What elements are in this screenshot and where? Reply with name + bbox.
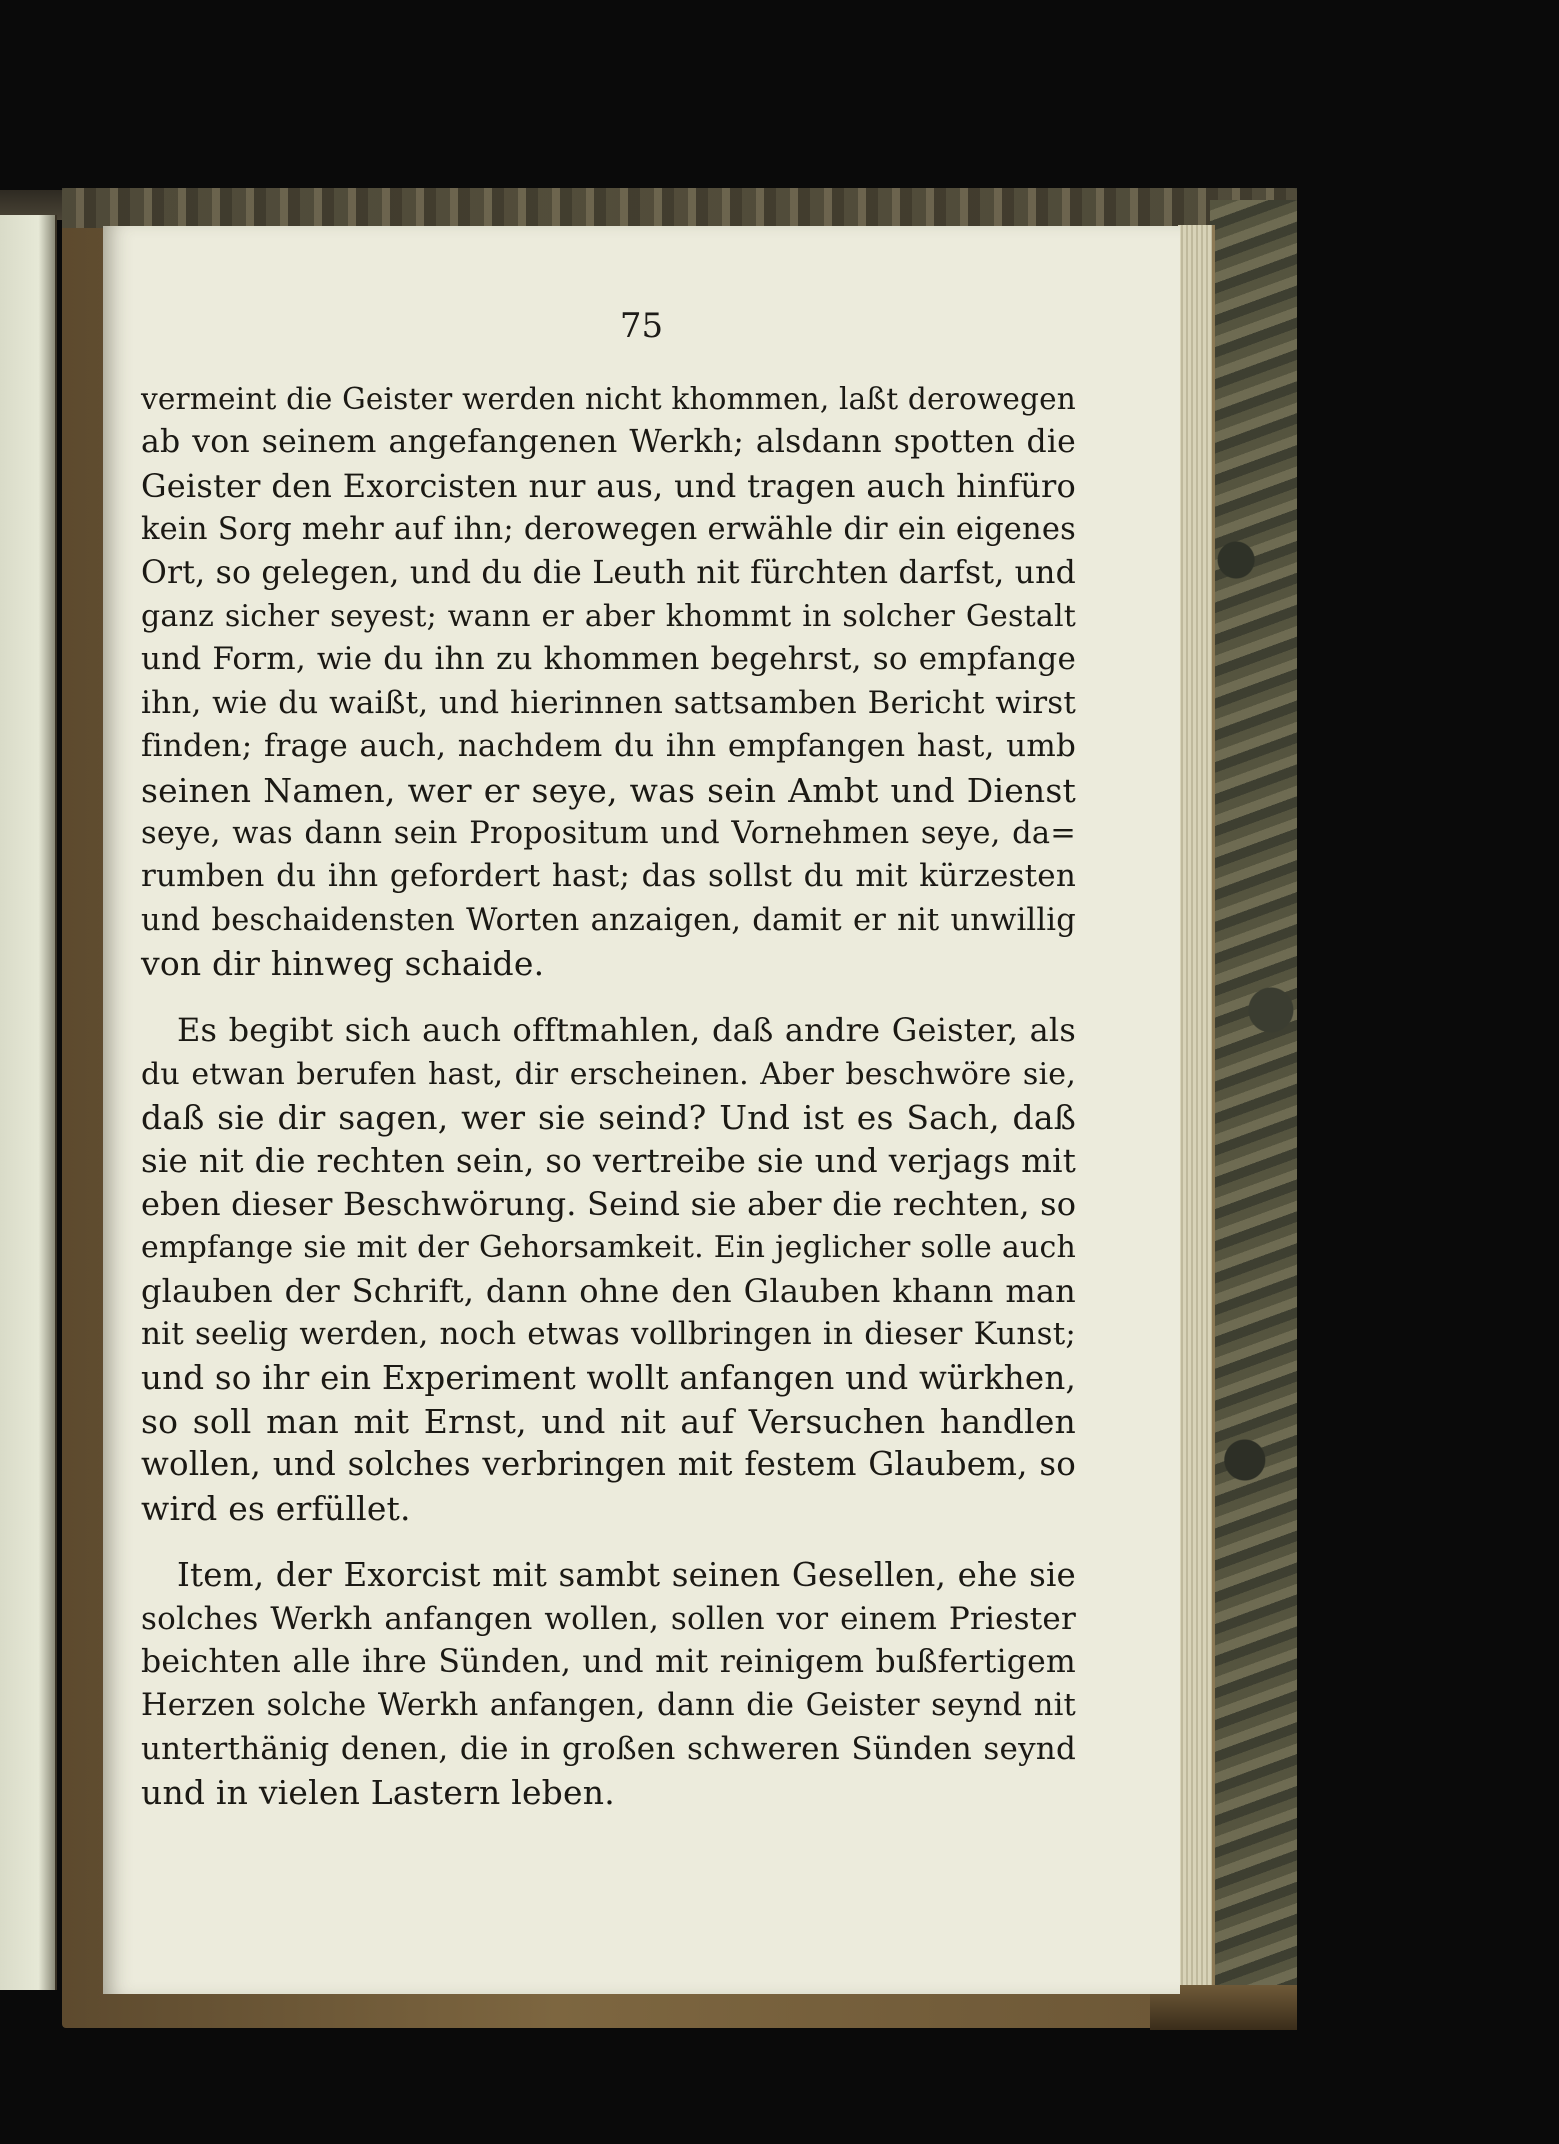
paragraph xyxy=(141,1009,1076,1530)
text-line: Herzen solche Werkh anfangen, dann die Geister seynd nit xyxy=(141,1688,1076,1724)
text-line: und in vielen Lastern leben. xyxy=(141,1773,615,1813)
text-line: ihn, wie du waißt, und hierinnen sattsamben Bericht wirst xyxy=(141,684,1076,721)
text-line: und beschaidensten Worten anzaigen, damit er nit unwillig xyxy=(141,902,1076,938)
cover-top-edge xyxy=(62,188,1297,228)
text-line: und Form, wie du ihn zu khommen begehrst, so empfange xyxy=(141,641,1076,678)
text-line: und so ihr ein Experiment wollt anfangen und würkhen, xyxy=(141,1358,1076,1397)
text-line: wird es erfüllet. xyxy=(141,1488,411,1528)
text-line: rumben du ihn gefordert hast; das sollst du mit kürzesten xyxy=(141,858,1076,895)
text-line: sie nit die rechten sein, so vertreibe sie und verjags mit xyxy=(141,1141,1076,1180)
text-line: daß sie dir sagen, wer sie seind? Und ist es Sach, daß xyxy=(141,1098,1076,1138)
book-page xyxy=(103,226,1180,1994)
paragraph-gap xyxy=(141,1530,1076,1554)
text-line: ganz sicher seyest; wann er aber khommt in solcher Gestalt xyxy=(141,598,1076,634)
text-line: eben dieser Beschwörung. Seind sie aber die rechten, so xyxy=(141,1185,1077,1224)
text-line: wollen, und solches verbringen mit festem Glaubem, so xyxy=(141,1445,1076,1484)
text-line: solches Werkh anfangen wollen, sollen vor einem Priester xyxy=(141,1600,1076,1637)
text-line: seinen Namen, wer er seye, was sein Ambt und Dienst xyxy=(141,770,1076,810)
text-line: glauben der Schrift, dann ohne den Glauben khann man xyxy=(141,1271,1076,1310)
left-facing-page xyxy=(0,215,57,1990)
text-line: beichten alle ihre Sünden, und mit reinigem bußfertigem xyxy=(141,1643,1076,1680)
page-fore-edge xyxy=(1178,225,1215,1985)
paragraph-gap xyxy=(141,985,1076,1009)
marbled-cover-edge xyxy=(1210,200,1297,2000)
text-line: nit seelig werden, noch etwas vollbringen in dieser Kunst; xyxy=(141,1316,1076,1353)
text-line: empfange sie mit der Gehorsamkeit. Ein jeglicher solle auch xyxy=(141,1230,1076,1266)
paragraph xyxy=(141,378,1076,985)
paragraph xyxy=(141,1554,1076,1814)
text-line: Ort, so gelegen, und du die Leuth nit fürchten darfst, und xyxy=(141,554,1076,591)
text-line: von dir hinweg schaide. xyxy=(141,944,545,984)
page-number: 75 xyxy=(619,306,664,346)
text-line: finden; frage auch, nachdem du ihn empfangen hast, umb xyxy=(141,728,1076,765)
text-line: Es begibt sich auch offtmahlen, daß andre Geister, als xyxy=(177,1011,1076,1050)
text-line: kein Sorg mehr auf ihn; derowegen erwähle dir ein eigenes xyxy=(141,512,1076,548)
text-line: vermeint die Geister werden nicht khommen, laßt derowegen xyxy=(141,382,1076,416)
text-line: unterthänig denen, die in großen schweren Sünden seynd xyxy=(141,1730,1076,1767)
text-line: so soll man mit Ernst, und nit auf Versuchen handlen xyxy=(141,1401,1076,1441)
text-line: seye, was dann sein Propositum und Vornehmen seye, da= xyxy=(141,815,1076,851)
text-line: du etwan berufen hast, dir erscheinen. Aber beschwöre sie, xyxy=(141,1056,1076,1092)
body-text xyxy=(141,378,1076,1815)
text-line: Geister den Exorcisten nur aus, und tragen auch hinfüro xyxy=(141,466,1076,505)
text-line: ab von seinem angefangenen Werkh; alsdann spotten die xyxy=(141,424,1076,461)
text-line: Item, der Exorcist mit sambt seinen Gesellen, ehe sie xyxy=(177,1556,1076,1595)
